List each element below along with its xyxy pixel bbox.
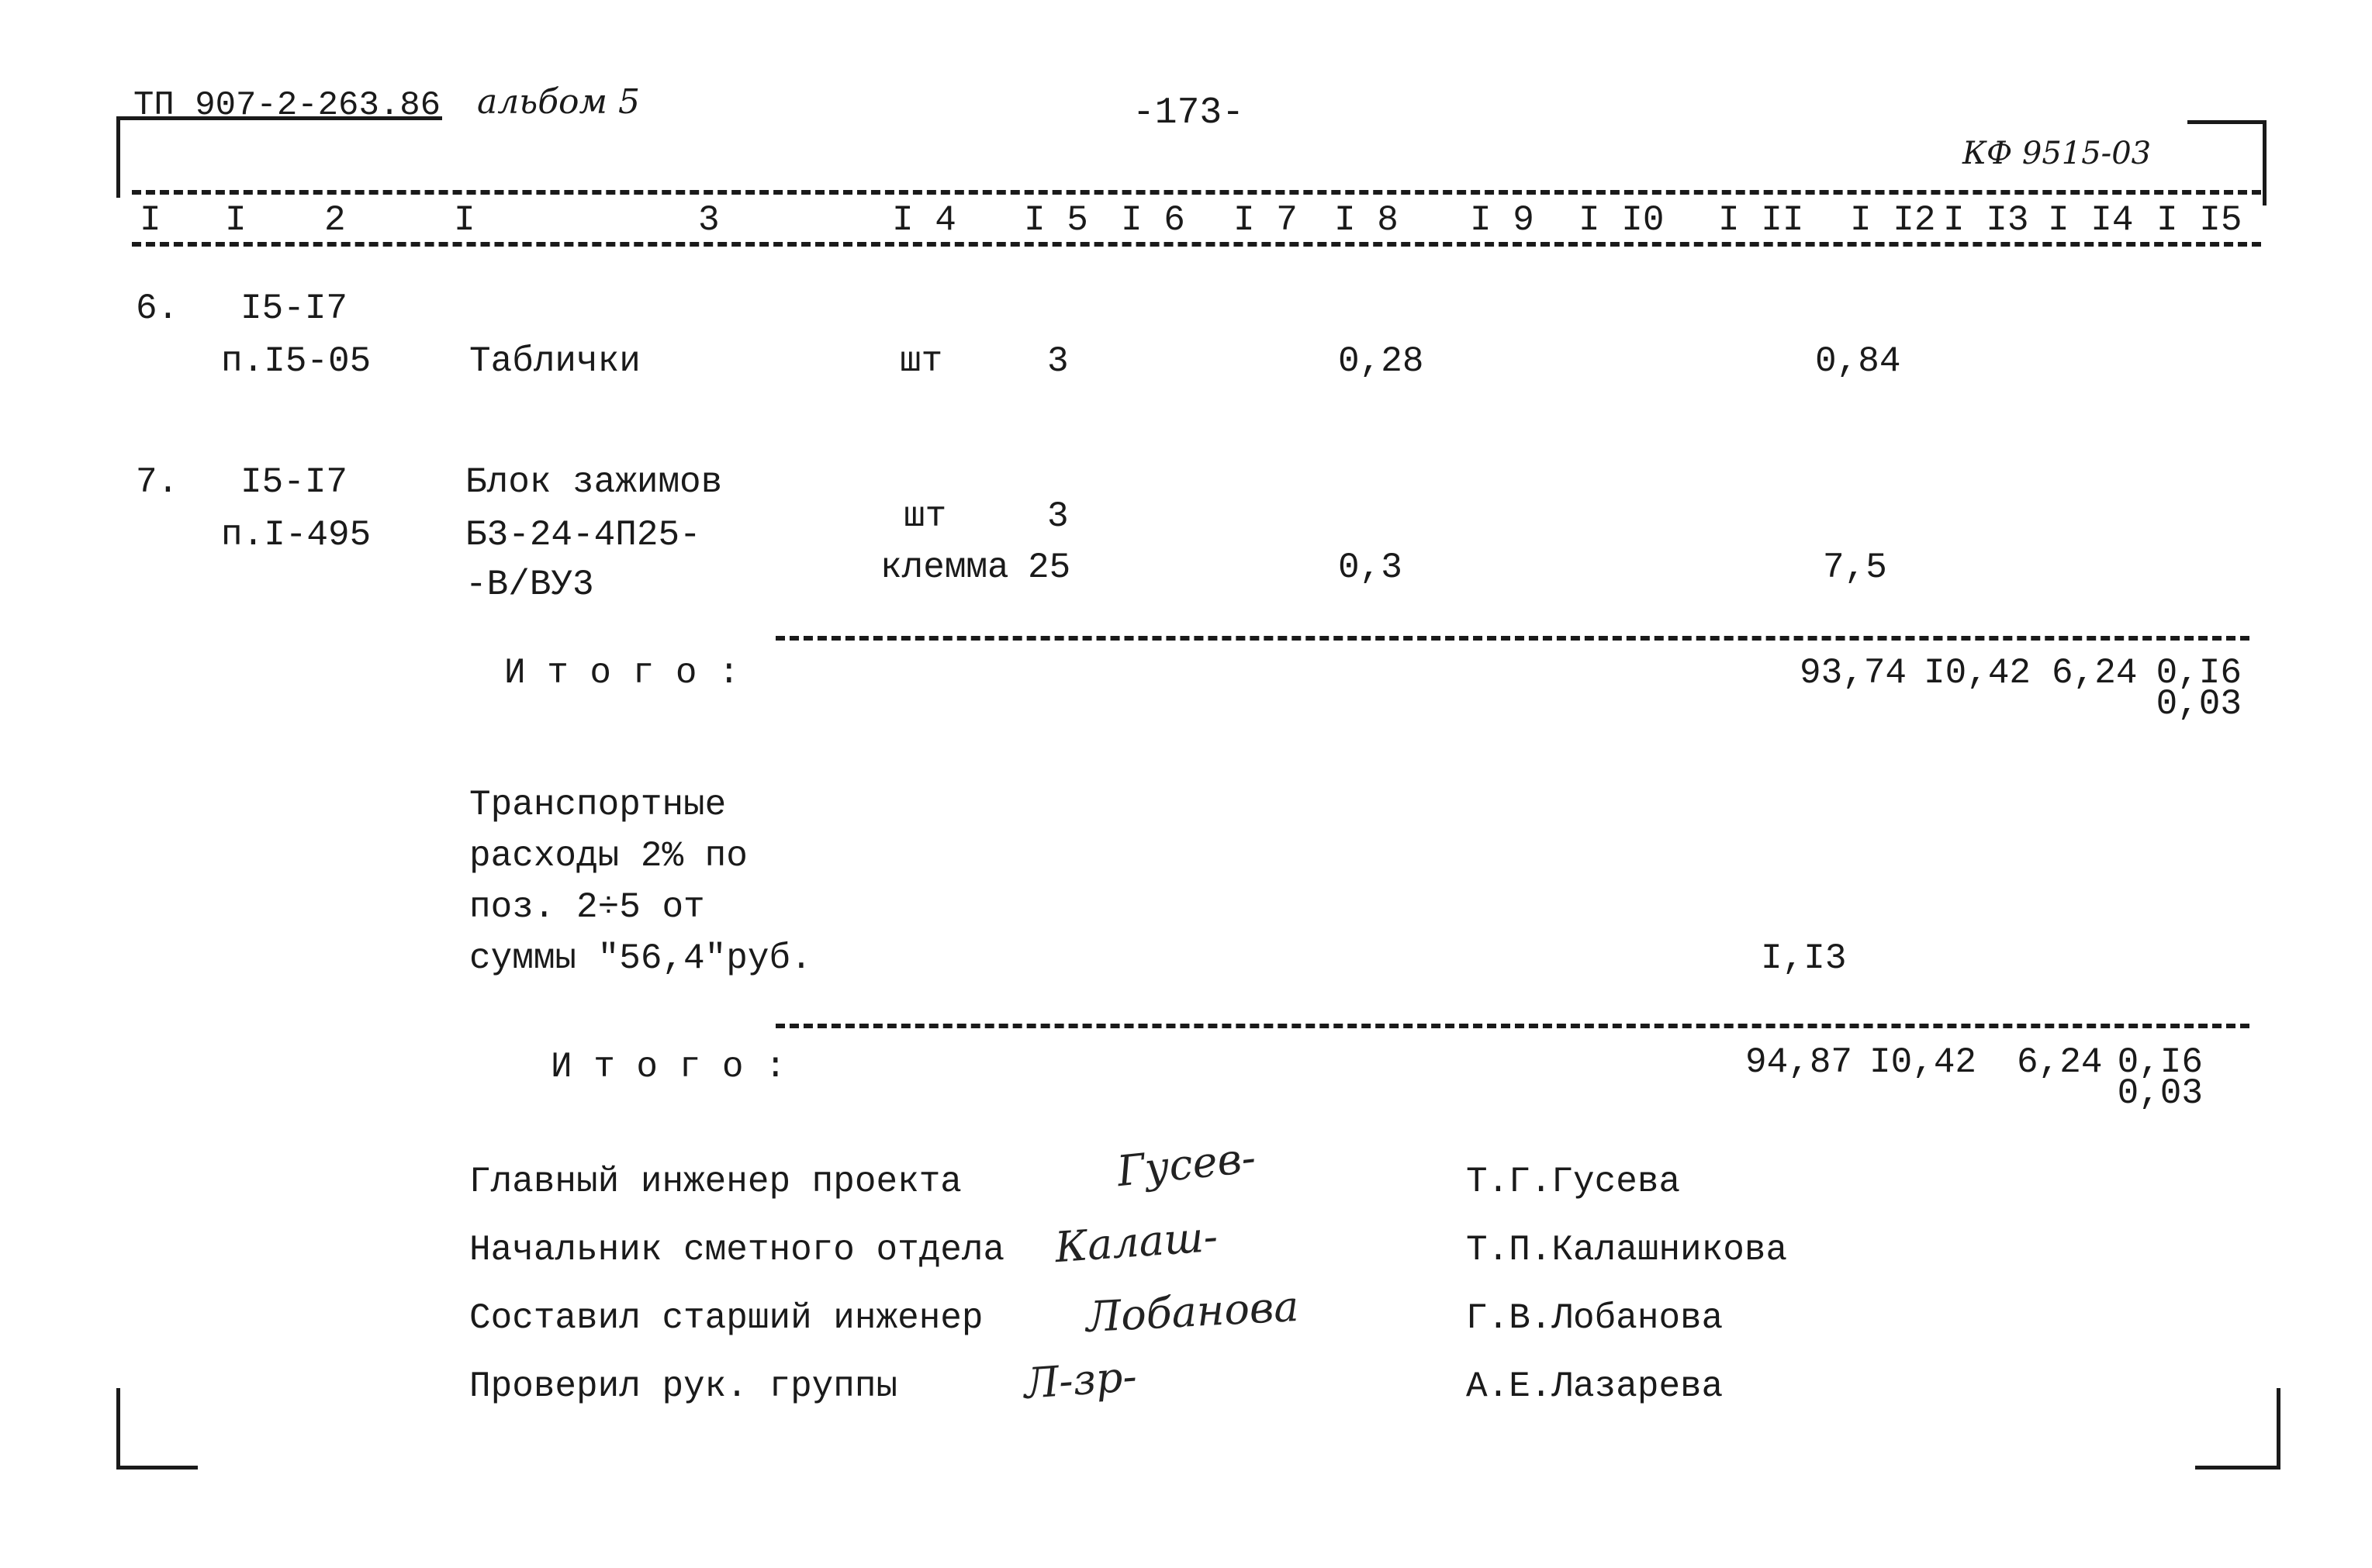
- signature-name: Т.Г.Гусева: [1466, 1162, 1681, 1202]
- frame-bottom-right-tick: [2277, 1388, 2280, 1470]
- frame-top-right-rule: [2187, 120, 2267, 124]
- item-total: 7,5: [1823, 547, 1887, 588]
- column-number: I 9: [1470, 200, 1534, 240]
- frame-bottom-right-rule: [2195, 1466, 2280, 1470]
- column-number: I I2: [1850, 200, 1936, 240]
- page-number: -173-: [1132, 92, 1245, 134]
- subtotal-label: И т о г о :: [504, 653, 740, 693]
- item-unit: шт: [904, 496, 947, 537]
- subtotal-col13: I0,42: [1869, 1042, 1977, 1083]
- item-number: 7.: [136, 462, 179, 503]
- signature-name: А.Е.Лазарева: [1466, 1366, 1724, 1407]
- item-code-ref: п.I5-05: [221, 341, 372, 382]
- column-header-bottom-rule: [132, 242, 2261, 247]
- column-number: I I3: [1943, 200, 2029, 240]
- column-number: I 4: [892, 200, 956, 240]
- column-number: I I5: [2156, 200, 2242, 240]
- column-number: I 6: [1121, 200, 1185, 240]
- subtotal-col14: 6,24: [2017, 1042, 2103, 1083]
- handwritten-signature: Гусев-: [1115, 1132, 1258, 1197]
- handwritten-signature: Л-зр-: [1022, 1351, 1139, 1409]
- item-quantity: 3: [1047, 341, 1069, 382]
- frame-bottom-left-rule: [116, 1466, 198, 1470]
- signature-role: Начальник сметного отдела: [469, 1230, 1005, 1270]
- subtotal-col15-bottom: 0,03: [2156, 684, 2242, 724]
- subtotal-col15-top: 0,I6: [2117, 1042, 2203, 1083]
- signature-role: Проверил рук. группы: [469, 1366, 898, 1407]
- frame-bottom-left-tick: [116, 1388, 120, 1470]
- signature-name: Г.В.Лобанова: [1466, 1298, 1724, 1338]
- subtotal-col15-top: 0,I6: [2156, 653, 2242, 693]
- doc-code: ТП 907-2-263.86: [133, 86, 441, 125]
- handwritten-signature: Калаш-: [1053, 1211, 1219, 1273]
- transport-text: Транспортные: [469, 785, 727, 825]
- transport-text: суммы "56,4"руб.: [469, 938, 812, 979]
- transport-text: поз. 2÷5 от: [469, 887, 705, 927]
- transport-text: расходы 2% по: [469, 836, 748, 876]
- item-name: -В/ВУ3: [465, 565, 594, 605]
- item-number: 6.: [136, 288, 179, 329]
- column-number: I II: [1718, 200, 1804, 240]
- item-total: 0,84: [1815, 341, 1901, 382]
- column-number: I: [454, 200, 475, 240]
- item-quantity: 25: [1028, 547, 1071, 588]
- item-name: Блок зажимов: [465, 462, 723, 503]
- column-number: I: [225, 200, 247, 240]
- item-quantity: 3: [1047, 496, 1069, 537]
- signature-name: Т.П.Калашникова: [1466, 1230, 1788, 1270]
- subtotal-col15-bottom: 0,03: [2117, 1073, 2203, 1114]
- frame-top-right-tick: [2263, 120, 2267, 205]
- item-price: 0,28: [1338, 341, 1424, 382]
- item-name: Б3-24-4П25-: [465, 515, 701, 555]
- column-number: 3: [698, 200, 720, 240]
- signature-role: Главный инженер проекта: [469, 1162, 962, 1202]
- album-label: альбом 5: [477, 82, 641, 122]
- subtotal-col14: 6,24: [2052, 653, 2138, 693]
- sheet-code: КФ 9515-03: [1962, 136, 2152, 171]
- handwritten-signature: Лобанова: [1084, 1281, 1300, 1342]
- subtotal-col13: I0,42: [1924, 653, 2031, 693]
- item-unit: клемма: [880, 547, 1009, 588]
- signature-role: Составил старший инженер: [469, 1298, 984, 1338]
- column-number: I I4: [2048, 200, 2134, 240]
- item-code: I5-I7: [240, 288, 348, 329]
- subtotal-rule: [776, 636, 2249, 641]
- column-number: I 7: [1233, 200, 1298, 240]
- subtotal-col12: 94,87: [1745, 1042, 1853, 1083]
- subtotal-label: И т о г о :: [551, 1047, 787, 1087]
- item-name: Таблички: [469, 341, 641, 382]
- subtotal-rule: [776, 1024, 2249, 1028]
- transport-value: I,I3: [1761, 938, 1847, 979]
- item-unit: шт: [900, 341, 943, 382]
- column-number: I 5: [1024, 200, 1088, 240]
- item-price: 0,3: [1338, 547, 1402, 588]
- frame-top-left-tick: [116, 116, 120, 198]
- column-number: 2: [324, 200, 346, 240]
- subtotal-col12: 93,74: [1800, 653, 1907, 693]
- item-code: I5-I7: [240, 462, 348, 503]
- column-number: I 8: [1334, 200, 1399, 240]
- item-code-ref: п.I-495: [221, 515, 372, 555]
- column-number: I: [140, 200, 161, 240]
- column-header-top-rule: [132, 190, 2261, 195]
- column-number: I I0: [1578, 200, 1665, 240]
